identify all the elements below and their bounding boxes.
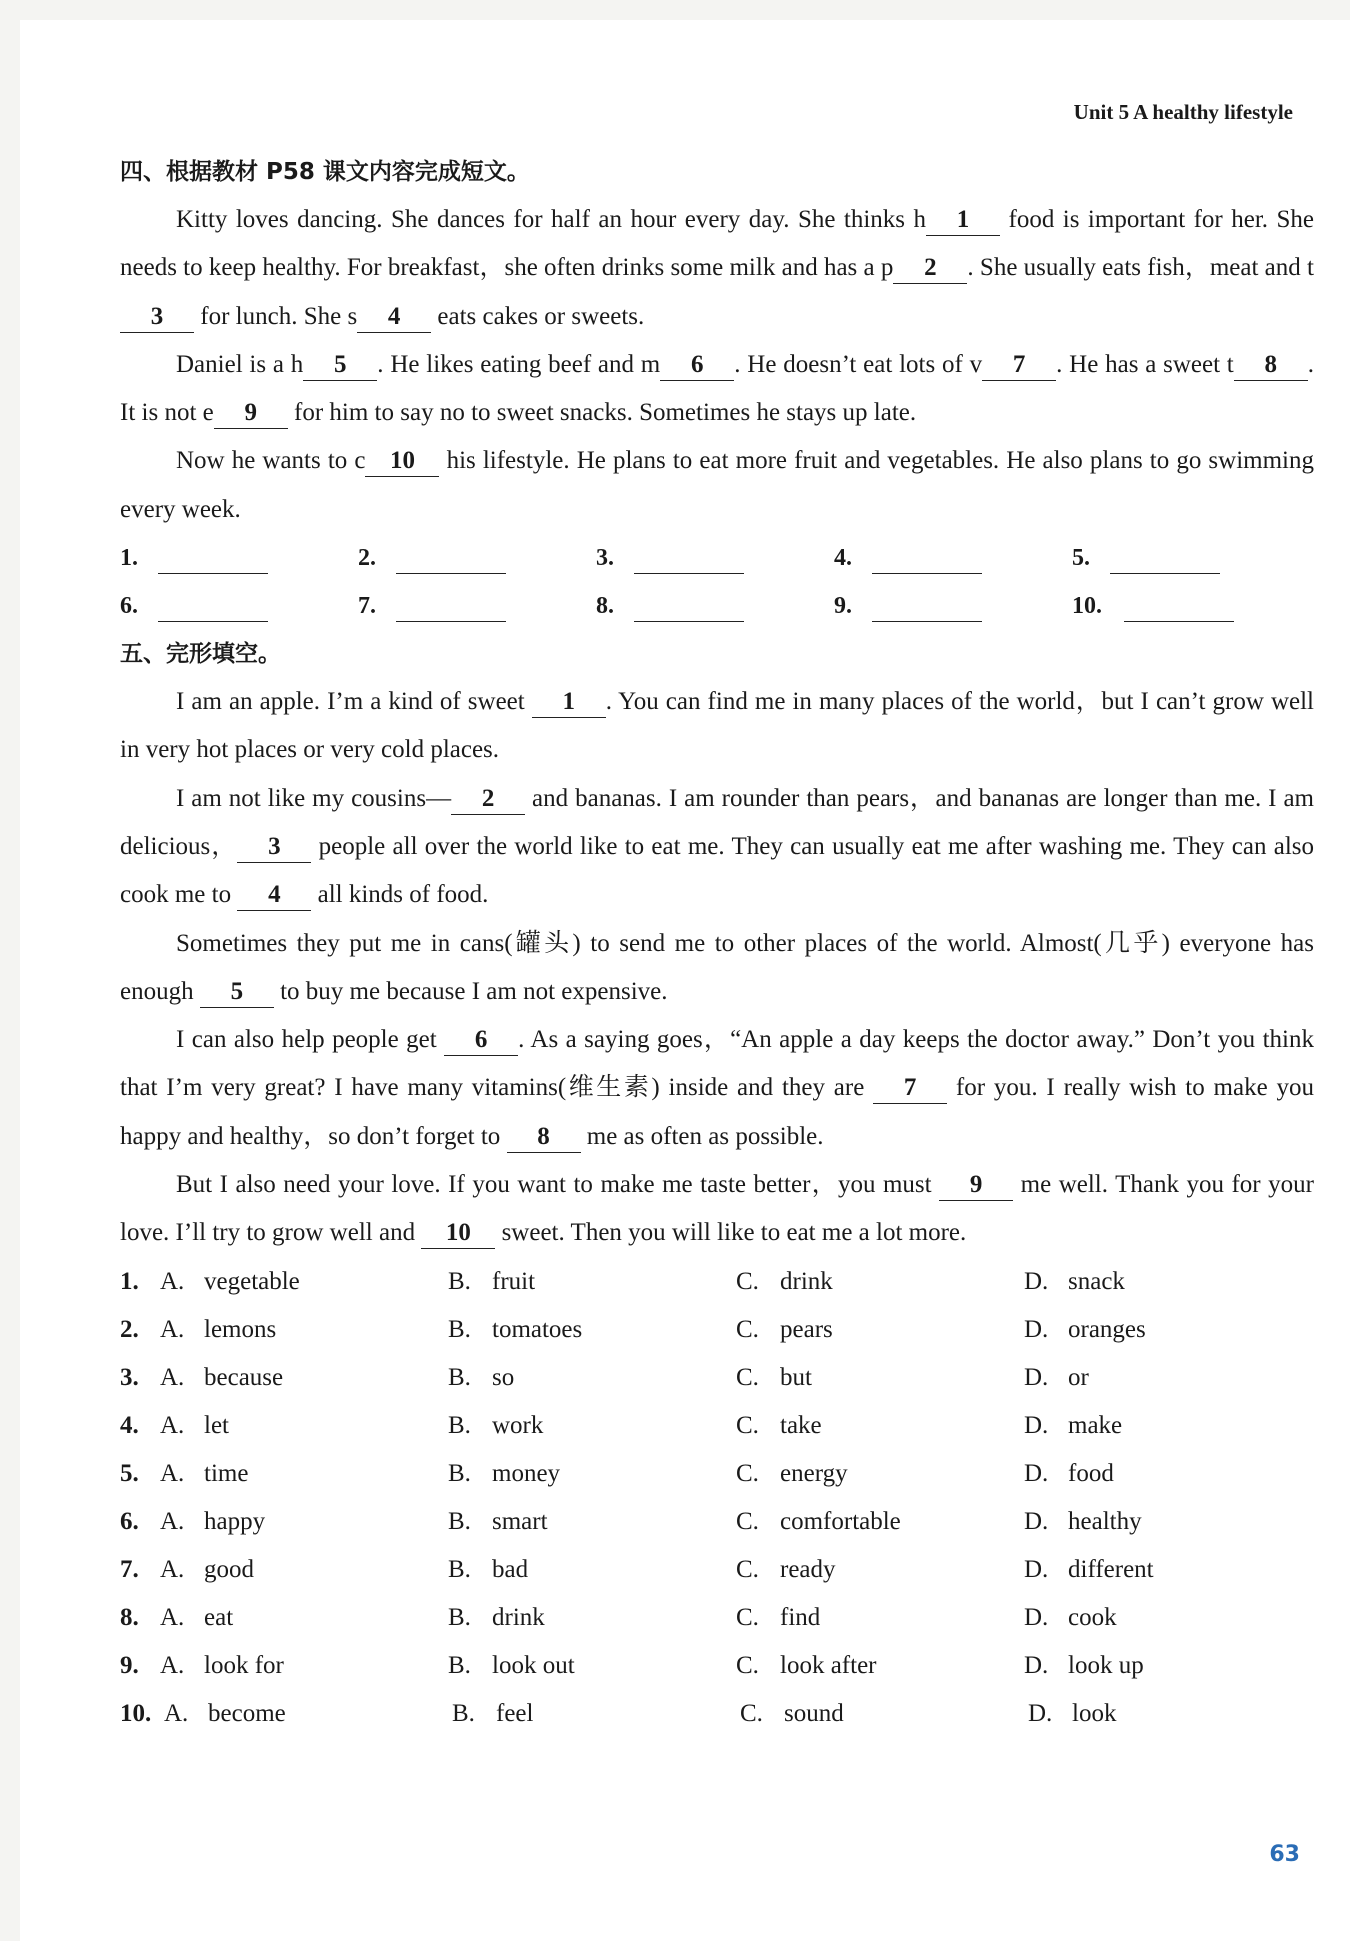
choice-row	[120, 1498, 1314, 1546]
s5-paragraph-5: But I also need your love. If you want to make me taste better，you must 9 me well. Thank you for your love. I’ll try to grow well and 10 sweet. Then you will like to eat me a lot more.	[120, 1161, 1314, 1258]
option-text: ready	[780, 1555, 836, 1583]
option-c[interactable]	[736, 1268, 1024, 1296]
blank: 10	[421, 1218, 495, 1249]
option-letter: D.	[1024, 1507, 1049, 1535]
option-text: let	[204, 1411, 229, 1439]
blank: 9	[939, 1170, 1013, 1201]
running-header: Unit 5 A healthy lifestyle	[1073, 100, 1293, 124]
option-c[interactable]	[736, 1316, 1024, 1344]
option-a[interactable]	[160, 1652, 448, 1680]
s4-paragraph-1: Kitty loves dancing. She dances for half an hour every day. She thinks h 1 food is important for her. She needs to keep healthy. For breakfast，she often drinks some milk and has a p 2 . She usually eats fish，meat and t3 for lunch. She s 4 eats cakes or sweets.	[120, 196, 1314, 341]
option-text: sound	[784, 1699, 844, 1727]
option-letter: C.	[736, 1411, 759, 1439]
answer-slot[interactable]: 6.	[120, 591, 358, 622]
option-text: tomatoes	[492, 1315, 583, 1343]
option-b[interactable]	[448, 1508, 736, 1536]
option-text: but	[780, 1363, 812, 1391]
option-text: good	[204, 1555, 254, 1583]
option-text: healthy	[1068, 1507, 1142, 1535]
blank: 3	[120, 302, 194, 333]
option-c[interactable]	[736, 1364, 1024, 1392]
option-text: money	[492, 1459, 561, 1487]
option-b[interactable]	[448, 1556, 736, 1584]
option-text: bad	[492, 1555, 529, 1583]
option-c[interactable]	[736, 1604, 1024, 1632]
page-number: 63	[1269, 1842, 1300, 1867]
option-letter: C.	[736, 1651, 759, 1679]
option-text: time	[204, 1459, 249, 1487]
option-d[interactable]	[1028, 1700, 1308, 1728]
option-letter: B.	[452, 1699, 475, 1727]
option-text: because	[204, 1363, 284, 1391]
blank: 9	[214, 398, 288, 429]
multiple-choice-list	[120, 1258, 1314, 1738]
question-number: 3.	[120, 1363, 139, 1391]
option-letter: A.	[160, 1363, 185, 1391]
option-letter: A.	[160, 1651, 185, 1679]
option-letter: C.	[736, 1507, 759, 1535]
blank: 1	[532, 687, 606, 718]
option-letter: C.	[736, 1555, 759, 1583]
option-a[interactable]	[160, 1508, 448, 1536]
option-letter: C.	[736, 1315, 759, 1343]
blank: 8	[507, 1122, 581, 1153]
option-d[interactable]	[1024, 1364, 1304, 1392]
option-letter: C.	[740, 1699, 763, 1727]
s5-paragraph-2: I am not like my cousins— 2 and bananas. I am rounder than pears，and bananas are longer than me. I am delicious， 3 people all over the world like to eat me. They can usually eat me after washing me. They can also cook me to 4 all kinds of food.	[120, 775, 1314, 920]
s5-paragraph-4: I can also help people get 6 . As a saying goes，“An apple a day keeps the doctor away.” Don’t you think that I’m very great? I have many vitamins(维生素) inside and they are 7 for you. I really wish to make you happy and healthy，so don’t forget to 8 me as often as possible.	[120, 1016, 1314, 1161]
option-text: look for	[204, 1651, 284, 1679]
option-letter: A.	[160, 1411, 185, 1439]
option-a[interactable]	[160, 1364, 448, 1392]
option-text: become	[208, 1699, 286, 1727]
question-number: 5.	[120, 1459, 139, 1487]
option-letter: B.	[448, 1459, 471, 1487]
blank: 7	[873, 1073, 947, 1104]
blank: 2	[893, 253, 967, 284]
option-text: find	[780, 1603, 821, 1631]
option-letter: D.	[1024, 1651, 1049, 1679]
option-a[interactable]	[160, 1556, 448, 1584]
blank: 5	[200, 977, 274, 1008]
option-text: take	[780, 1411, 822, 1439]
option-letter: B.	[448, 1315, 471, 1343]
option-letter: D.	[1024, 1315, 1049, 1343]
answer-slot[interactable]: 5.	[1072, 543, 1310, 574]
blank: 4	[357, 302, 431, 333]
question-number: 10.	[120, 1699, 152, 1727]
choice-row	[120, 1450, 1314, 1498]
option-a[interactable]	[164, 1700, 452, 1728]
choice-row	[120, 1402, 1314, 1450]
option-b[interactable]	[448, 1460, 736, 1488]
question-number: 2.	[120, 1315, 139, 1343]
section-5-title: 五、完形填空。	[120, 641, 281, 668]
option-letter: D.	[1024, 1411, 1049, 1439]
option-letter: D.	[1024, 1363, 1049, 1391]
option-text: look up	[1068, 1651, 1144, 1679]
question-number: 1.	[120, 1267, 139, 1295]
option-text: comfortable	[780, 1507, 901, 1535]
option-text: cook	[1068, 1603, 1117, 1631]
page-content	[120, 148, 1314, 1738]
blank: 1	[926, 205, 1000, 236]
section-4-title: 四、根据教材 P58 课文内容完成短文。	[120, 159, 530, 185]
option-d[interactable]	[1024, 1460, 1304, 1488]
choice-row	[120, 1354, 1314, 1402]
option-b[interactable]	[448, 1604, 736, 1632]
option-d[interactable]	[1024, 1604, 1304, 1632]
worksheet-page	[20, 20, 1350, 1941]
option-letter: B.	[448, 1363, 471, 1391]
option-d[interactable]	[1024, 1556, 1304, 1584]
choice-row	[120, 1594, 1314, 1642]
option-letter: B.	[448, 1555, 471, 1583]
option-c[interactable]	[736, 1652, 1024, 1680]
option-a[interactable]	[160, 1604, 448, 1632]
blank: 5	[303, 350, 377, 381]
option-text: feel	[496, 1699, 534, 1727]
option-text: energy	[780, 1459, 848, 1487]
option-a[interactable]	[160, 1460, 448, 1488]
option-text: food	[1068, 1459, 1114, 1487]
answer-slot[interactable]: 7.	[358, 591, 596, 622]
answer-slot[interactable]: 8.	[596, 591, 834, 622]
answer-slot[interactable]: 10.	[1072, 591, 1310, 622]
blank: 7	[982, 350, 1056, 381]
option-letter: A.	[160, 1507, 185, 1535]
choice-row	[120, 1306, 1314, 1354]
answer-slot[interactable]: 3.	[596, 543, 834, 574]
option-text: different	[1068, 1555, 1154, 1583]
option-text: look after	[780, 1651, 877, 1679]
option-text: drink	[492, 1603, 545, 1631]
option-text: smart	[492, 1507, 548, 1535]
option-text: make	[1068, 1411, 1123, 1439]
question-number: 7.	[120, 1555, 139, 1583]
option-a[interactable]	[160, 1268, 448, 1296]
option-text: drink	[780, 1267, 833, 1295]
option-text: oranges	[1068, 1315, 1146, 1343]
option-b[interactable]	[448, 1412, 736, 1440]
option-c[interactable]	[736, 1556, 1024, 1584]
option-d[interactable]	[1024, 1508, 1304, 1536]
choice-row	[120, 1690, 1314, 1738]
option-letter: D.	[1024, 1267, 1049, 1295]
s4-paragraph-2: Daniel is a h 5 . He likes eating beef and m 6 . He doesn’t eat lots of v 7 . He has a sweet t 8 . It is not e 9 for him to say no to sweet snacks. Sometimes he stays up late.	[120, 341, 1314, 438]
option-letter: B.	[448, 1507, 471, 1535]
option-letter: B.	[448, 1411, 471, 1439]
option-letter: D.	[1028, 1699, 1053, 1727]
question-number: 9.	[120, 1651, 139, 1679]
option-d[interactable]	[1024, 1268, 1304, 1296]
option-letter: A.	[160, 1315, 185, 1343]
option-text: fruit	[492, 1267, 536, 1295]
answer-grid	[120, 534, 1314, 630]
option-text: happy	[204, 1507, 266, 1535]
option-letter: B.	[448, 1651, 471, 1679]
blank: 3	[237, 832, 311, 863]
option-text: lemons	[204, 1315, 277, 1343]
option-text: or	[1068, 1363, 1089, 1391]
blank: 2	[451, 784, 525, 815]
option-text: pears	[780, 1315, 833, 1343]
option-letter: A.	[160, 1459, 185, 1487]
option-c[interactable]	[736, 1508, 1024, 1536]
option-letter: A.	[164, 1699, 189, 1727]
option-letter: D.	[1024, 1555, 1049, 1583]
s4-paragraph-3: Now he wants to c 10 his lifestyle. He plans to eat more fruit and vegetables. He also plans to go swimming every week.	[120, 447, 1314, 523]
option-letter: A.	[160, 1267, 185, 1295]
s5-paragraph-3: Sometimes they put me in cans(罐头) to send me to other places of the world. Almost(几乎) everyone has enough 5 to buy me because I am not expensive.	[120, 920, 1314, 1017]
blank: 4	[237, 880, 311, 911]
choice-row	[120, 1258, 1314, 1306]
choice-row	[120, 1642, 1314, 1690]
blank: 6	[444, 1025, 518, 1056]
option-text: look	[1072, 1699, 1117, 1727]
option-c[interactable]	[736, 1460, 1024, 1488]
option-b[interactable]	[452, 1700, 740, 1728]
answer-slot[interactable]: 1.	[120, 543, 358, 574]
question-number: 4.	[120, 1411, 139, 1439]
option-c[interactable]	[740, 1700, 1028, 1728]
option-text: vegetable	[204, 1267, 300, 1295]
option-d[interactable]	[1024, 1652, 1304, 1680]
s5-paragraph-1: I am an apple. I’m a kind of sweet 1 . You can find me in many places of the world，but I can’t grow well in very hot places or very cold places.	[120, 688, 1314, 764]
option-letter: C.	[736, 1459, 759, 1487]
option-b[interactable]	[448, 1268, 736, 1296]
option-text: eat	[204, 1603, 234, 1631]
question-number: 8.	[120, 1603, 139, 1631]
option-b[interactable]	[448, 1316, 736, 1344]
option-a[interactable]	[160, 1316, 448, 1344]
blank: 8	[1234, 350, 1308, 381]
option-letter: C.	[736, 1267, 759, 1295]
option-b[interactable]	[448, 1652, 736, 1680]
option-letter: B.	[448, 1603, 471, 1631]
option-letter: D.	[1024, 1603, 1049, 1631]
option-b[interactable]	[448, 1364, 736, 1392]
option-d[interactable]	[1024, 1316, 1304, 1344]
answer-slot[interactable]: 9.	[834, 591, 1072, 622]
option-c[interactable]	[736, 1412, 1024, 1440]
option-text: so	[492, 1363, 515, 1391]
option-a[interactable]	[160, 1412, 448, 1440]
option-letter: C.	[736, 1603, 759, 1631]
option-d[interactable]	[1024, 1412, 1304, 1440]
option-text: snack	[1068, 1267, 1125, 1295]
option-letter: A.	[160, 1555, 185, 1583]
option-text: look out	[492, 1651, 575, 1679]
option-letter: A.	[160, 1603, 185, 1631]
blank: 10	[365, 446, 439, 477]
option-letter: B.	[448, 1267, 471, 1295]
option-letter: C.	[736, 1363, 759, 1391]
question-number: 6.	[120, 1507, 139, 1535]
blank: 6	[660, 350, 734, 381]
option-letter: D.	[1024, 1459, 1049, 1487]
answer-slot[interactable]: 2.	[358, 543, 596, 574]
answer-slot[interactable]: 4.	[834, 543, 1072, 574]
choice-row	[120, 1546, 1314, 1594]
option-text: work	[492, 1411, 544, 1439]
